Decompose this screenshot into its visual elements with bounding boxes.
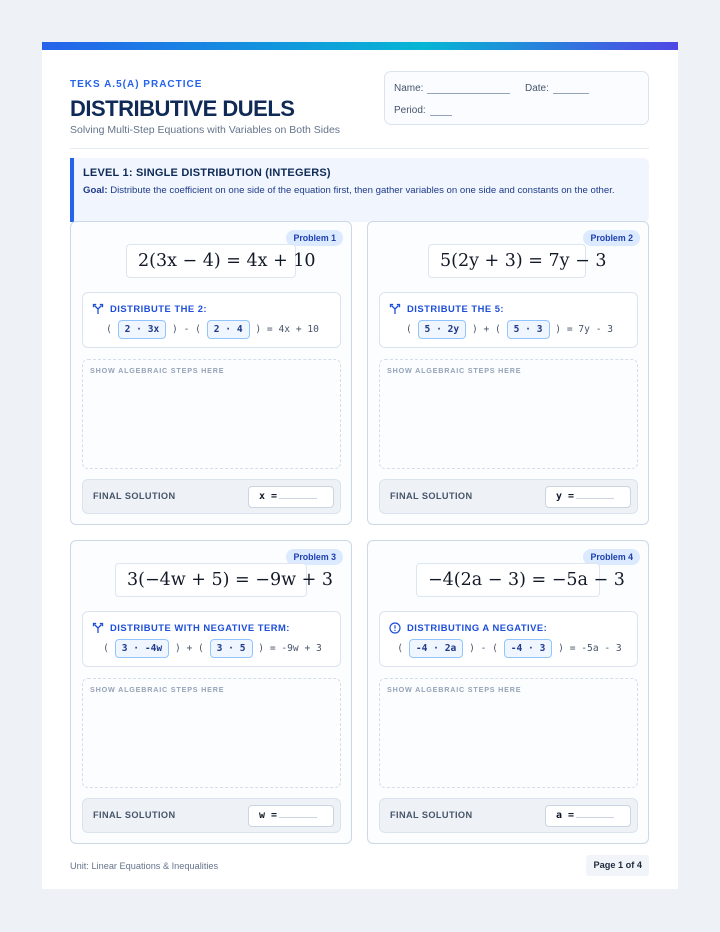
distribution-chip-second: 5 · 3 [507,320,550,339]
answer-variable: w = [259,810,278,821]
level-goal [83,184,639,198]
answer-blank[interactable] [279,806,317,818]
distribution-hint-box [82,292,341,348]
problem-equation: −4(2a − 3) = −5a − 3 [416,563,600,597]
answer-input[interactable] [248,486,334,508]
header-divider [70,148,649,149]
hint-header [92,621,290,633]
footer-unit: Unit: Linear Equations & Inequalities [70,861,219,871]
distribution-chip-first: 5 · 2y [418,320,467,339]
period-field[interactable] [394,105,452,116]
scaffold-right-side: ) = 4x + 10 [249,323,319,335]
period-blank[interactable] [430,106,452,116]
scaffold-open-paren: ( [106,323,118,335]
date-label: Date: [525,83,549,94]
scaffold-right-side: ) = -5a - 3 [552,642,622,654]
problem-badge: Problem 2 [583,230,640,246]
steps-label: SHOW ALGEBRAIC STEPS HERE [387,685,522,694]
distribution-hint-box [379,611,638,667]
hint-header [389,621,547,633]
page-subtitle: Solving Multi-Step Equations with Variables on Both Sides [70,124,341,136]
problem-badge: Problem 1 [286,230,343,246]
final-solution-row [379,798,638,833]
answer-input[interactable] [545,486,631,508]
final-solution-label: FINAL SOLUTION [390,491,473,501]
hint-label: DISTRIBUTE THE 5: [407,302,505,314]
top-accent-bar [42,42,678,50]
steps-work-area[interactable] [82,359,341,469]
answer-variable: a = [556,810,575,821]
branch-icon [92,302,104,314]
distribution-hint-box [82,611,341,667]
scaffold-open-paren: ( [397,642,409,654]
name-label: Name: [394,83,424,94]
scaffold-operator: ) + ( [169,642,210,654]
distribution-chip-first: -4 · 2a [409,639,463,658]
branch-icon [92,621,104,633]
scaffold-open-paren: ( [103,642,115,654]
hint-header [389,302,504,314]
scaffold-right-side: ) = 7y - 3 [549,323,614,335]
distribution-chip-second: 3 · 5 [210,639,253,658]
distribution-scaffold [83,318,342,340]
name-field[interactable] [394,83,510,94]
final-solution-label: FINAL SOLUTION [93,491,176,501]
scaffold-operator: ) - ( [463,642,504,654]
problem-equation: 2(3x − 4) = 4x + 10 [126,244,296,278]
scaffold-operator: ) + ( [466,323,507,335]
hint-label: DISTRIBUTING A NEGATIVE: [407,621,548,633]
level-banner [70,158,649,222]
worksheet-page [42,42,678,889]
answer-input[interactable] [545,805,631,827]
answer-input[interactable] [248,805,334,827]
steps-work-area[interactable] [379,359,638,469]
answer-blank[interactable] [279,487,317,499]
distribution-chip-second: 2 · 4 [207,320,250,339]
level-title: LEVEL 1: SINGLE DISTRIBUTION (INTEGERS) [83,167,331,179]
period-label: Period: [394,105,426,116]
final-solution-label: FINAL SOLUTION [390,810,473,820]
distribution-hint-box [379,292,638,348]
distribution-scaffold [83,637,342,659]
problem-card [70,221,352,525]
answer-variable: x = [259,491,278,502]
page-number-badge: Page 1 of 4 [586,855,649,876]
goal-text: Distribute the coefficient on one side of the equation first, then gather variables on one side and constants on the other. [110,185,615,196]
distribution-scaffold [380,318,639,340]
distribution-chip-first: 2 · 3x [118,320,167,339]
steps-work-area[interactable] [82,678,341,788]
hint-header [92,302,207,314]
final-solution-row [379,479,638,514]
steps-label: SHOW ALGEBRAIC STEPS HERE [387,366,522,375]
steps-label: SHOW ALGEBRAIC STEPS HERE [90,366,225,375]
final-solution-label: FINAL SOLUTION [93,810,176,820]
answer-blank[interactable] [576,487,614,499]
problem-card [367,221,649,525]
steps-work-area[interactable] [379,678,638,788]
branch-icon [389,302,401,314]
standard-kicker: TEKS A.5(A) PRACTICE [70,79,203,90]
goal-label: Goal: [83,185,108,196]
final-solution-row [82,798,341,833]
problem-badge: Problem 3 [286,549,343,565]
distribution-chip-second: -4 · 3 [504,639,553,658]
answer-variable: y = [556,491,575,502]
alert-circle-icon [389,621,401,633]
distribution-chip-first: 3 · -4w [115,639,169,658]
date-blank[interactable] [553,84,589,94]
problem-card [367,540,649,844]
name-blank[interactable] [427,84,510,94]
problem-card [70,540,352,844]
steps-label: SHOW ALGEBRAIC STEPS HERE [90,685,225,694]
answer-blank[interactable] [576,806,614,818]
page-title: DISTRIBUTIVE DUELS [70,96,295,121]
scaffold-right-side: ) = -9w + 3 [252,642,322,654]
distribution-scaffold [380,637,639,659]
student-info-box [384,71,649,125]
scaffold-open-paren: ( [405,323,418,335]
hint-label: DISTRIBUTE THE 2: [110,302,208,314]
date-field[interactable] [525,83,589,94]
final-solution-row [82,479,341,514]
problem-equation: 5(2y + 3) = 7y − 3 [428,244,586,278]
problem-badge: Problem 4 [583,549,640,565]
problem-equation: 3(−4w + 5) = −9w + 3 [115,563,307,597]
hint-label: DISTRIBUTE WITH NEGATIVE TERM: [110,621,290,633]
scaffold-operator: ) - ( [166,323,207,335]
